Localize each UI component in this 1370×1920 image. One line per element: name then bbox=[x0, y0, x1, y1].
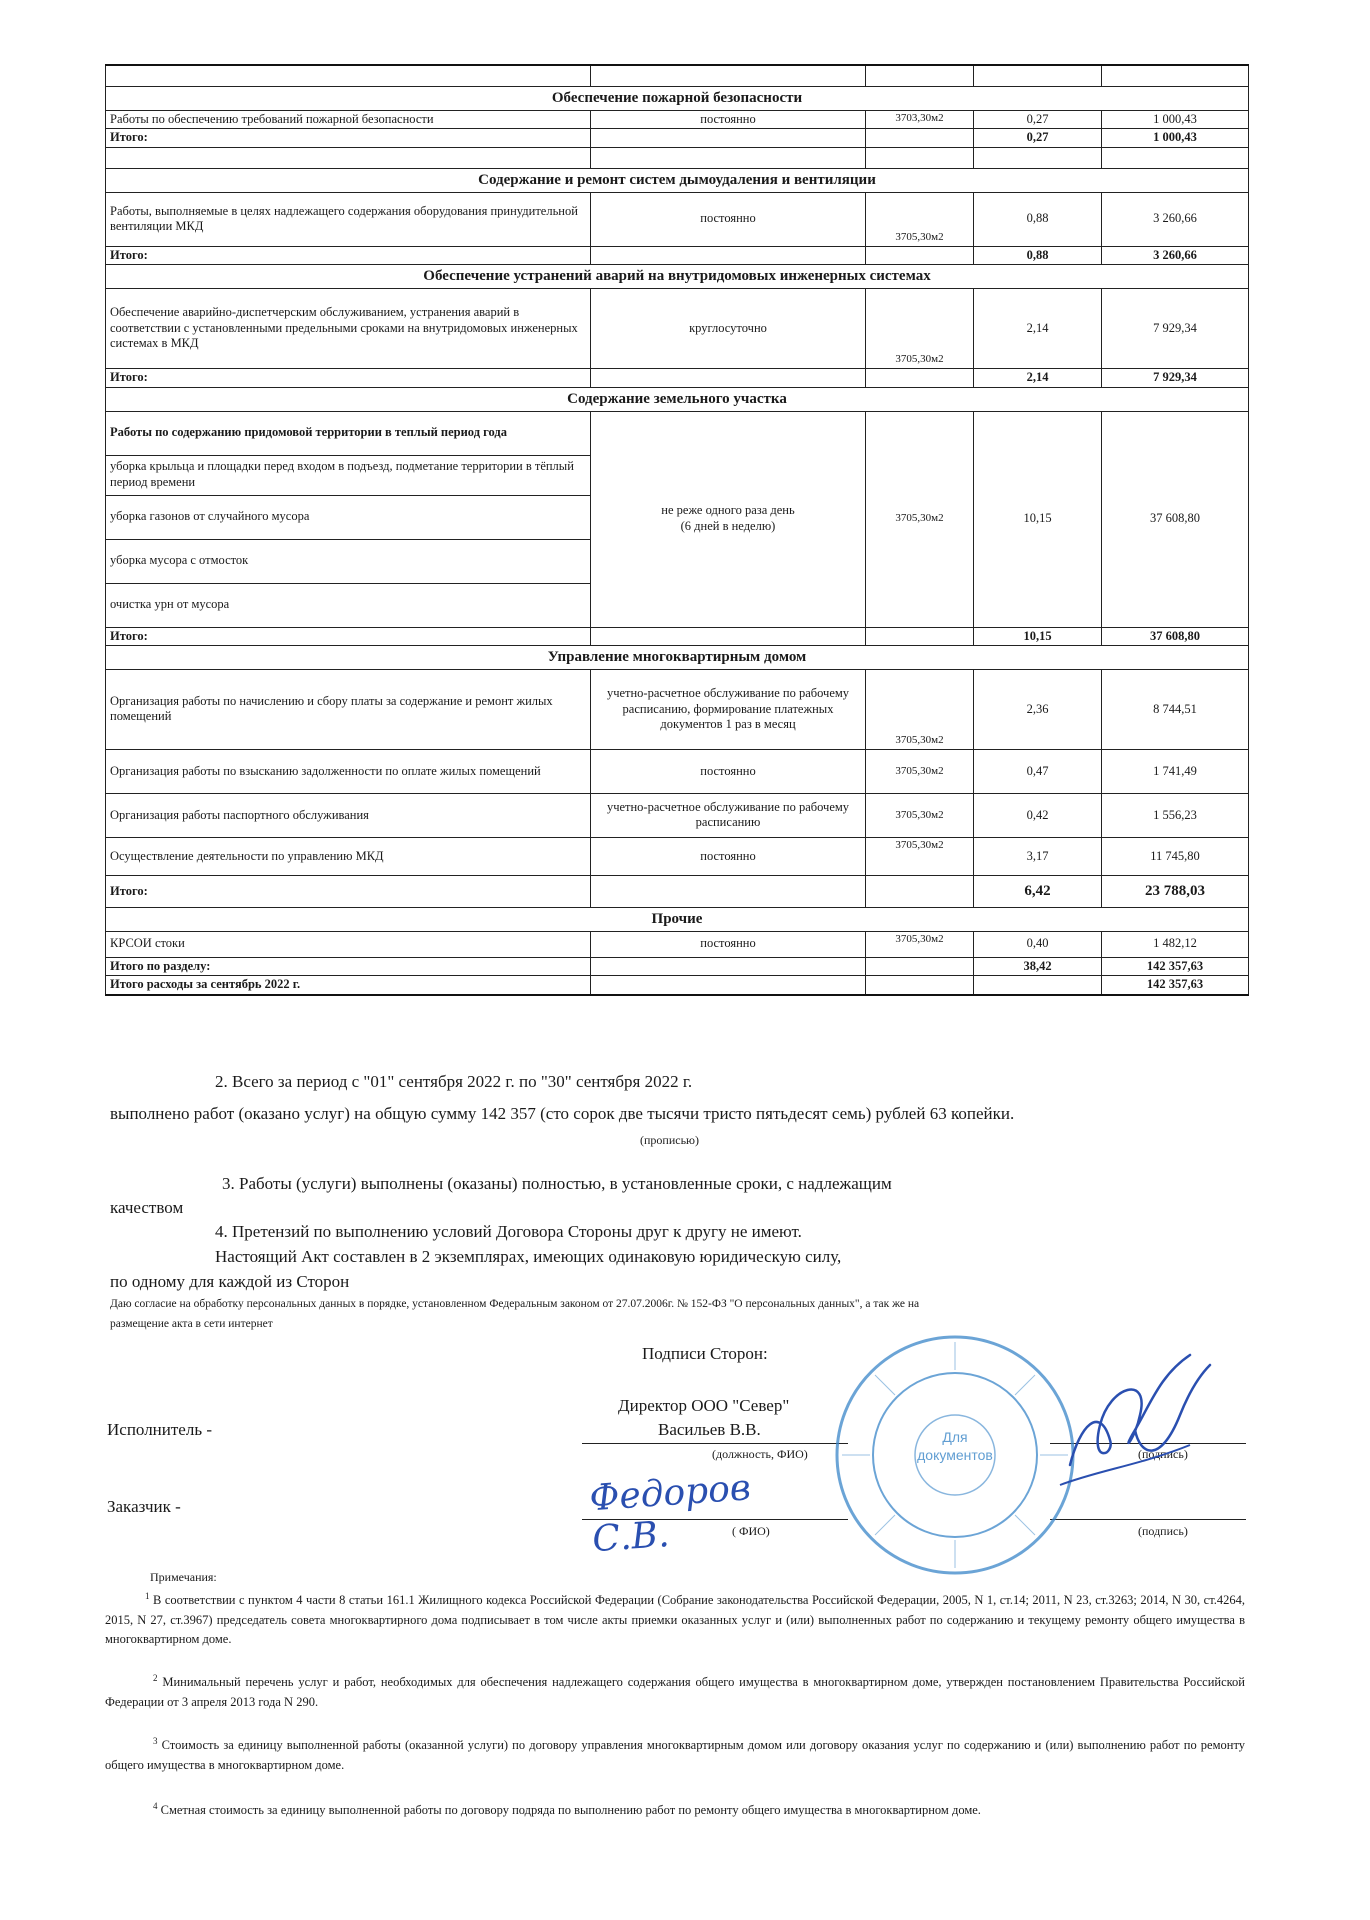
caption-fio: ( ФИО) bbox=[732, 1524, 770, 1538]
copies-line-1: Настоящий Акт составлен в 2 экземплярах, имеющих одинаковую юридическую силу, bbox=[215, 1247, 842, 1266]
copies-line-2: по одному для каждой из Сторон bbox=[110, 1272, 350, 1291]
total-row: Итого: 6,42 23 788,03 bbox=[106, 875, 1249, 907]
section-header: Управление многоквартирным домом bbox=[106, 646, 1249, 670]
total-row: Итого: 0,27 1 000,43 bbox=[106, 129, 1249, 148]
total-row: Итого: 2,14 7 929,34 bbox=[106, 369, 1249, 388]
note-4: $^4$ Сметная стоимость за единицу выполненной работы по договору подряда по выполнению работ по ремонту общего имущества в многоквартирном доме. bbox=[153, 1801, 981, 1818]
table-row: Осуществление деятельности по управлению МКД постоянно 3705,30м2 3,17 11 745,80 bbox=[106, 837, 1249, 875]
notes-heading: Примечания: bbox=[150, 1570, 217, 1584]
caption-position: (должность, ФИО) bbox=[712, 1447, 808, 1461]
table-row: Организация работы по начислению и сбору платы за содержание и ремонт жилых помещений учетно-расчетное обслуживание по рабочему расписанию, формирование платежных документов 1 раз в месяц 3705,30м2 2,36 8 744,51 bbox=[106, 669, 1249, 749]
section-header: Содержание земельного участка bbox=[106, 387, 1249, 411]
no-claims-line: 4. Претензий по выполнению условий Договора Стороны друг к другу не имеют. bbox=[215, 1222, 802, 1241]
customer-label: Заказчик - bbox=[107, 1497, 181, 1516]
executor-name-line bbox=[582, 1443, 848, 1444]
note-3: $^3$ Стоимость за единицу выполненной работы (оказанной услуги) по договору управления многоквартирным домом или договору оказания услуг по содержанию и (или) выполнению работ по ремонту общего имущества в многоквартирном доме. bbox=[105, 1736, 1246, 1772]
table-row: КРСОИ стоки постоянно 3705,30м2 0,40 1 482,12 bbox=[106, 931, 1249, 957]
table-row: уборка крыльца и площадки перед входом в подъезд, подметание территории в тёплый период времени bbox=[106, 455, 1249, 495]
table-row: Организация работы паспортного обслуживания учетно-расчетное обслуживание по рабочему расписанию 3705,30м2 0,42 1 556,23 bbox=[106, 793, 1249, 837]
executor-position: Директор ООО "Север" bbox=[618, 1396, 790, 1415]
total-row: Итого: 0,88 3 260,66 bbox=[106, 246, 1249, 265]
stamp-text-1: Для bbox=[942, 1429, 968, 1445]
total-row: Итого: 10,15 37 608,80 bbox=[106, 627, 1249, 646]
table-row: Работы по содержанию придомовой территории в теплый период года не реже одного раза день (6 дней в неделю) 3705,30м2 10,15 37 608,80 bbox=[106, 411, 1249, 455]
quality-line-1: 3. Работы (услуги) выполнены (оказаны) полностью, в установленные сроки, с надлежащим bbox=[222, 1174, 892, 1193]
table-row: Организация работы по взысканию задолженности по оплате жилых помещений постоянно 3705,30м2 0,47 1 741,49 bbox=[106, 749, 1249, 793]
table-row: очистка урн от мусора bbox=[106, 583, 1249, 627]
table-row bbox=[106, 65, 1249, 87]
table-row: Работы по обеспечению требований пожарной безопасности постоянно 3703,30м2 0,27 1 000,43 bbox=[106, 110, 1249, 129]
total-period-line: 2. Всего за период с "01" сентября 2022 г. по "30" сентября 2022 г. bbox=[215, 1072, 693, 1091]
table-row: уборка газонов от случайного мусора bbox=[106, 495, 1249, 539]
table-row bbox=[106, 148, 1249, 169]
note-2: $^2$ Минимальный перечень услуг и работ, необходимых для обеспечения надлежащего содержания общего имущества в многоквартирном доме, утвержден постановлением Правительства Российской Федерации от 3 апреля 2013 года N 290. bbox=[105, 1673, 1245, 1709]
caption-signature: (подпись) bbox=[1138, 1447, 1188, 1461]
executor-label: Исполнитель - bbox=[107, 1420, 212, 1439]
table-row: Работы, выполняемые в целях надлежащего содержания оборудования принудительной вентиляции МКД постоянно 3705,30м2 0,88 3 260,66 bbox=[106, 192, 1249, 246]
section-header: Обеспечение устранений аварий на внутридомовых инженерных системах bbox=[106, 265, 1249, 289]
section-header: Обеспечение пожарной безопасности bbox=[106, 87, 1249, 111]
section-header: Содержание и ремонт систем дымоудаления и вентиляции bbox=[106, 169, 1249, 193]
table-row: уборка мусора с отмосток bbox=[106, 539, 1249, 583]
consent-line-1: Даю согласие на обработку персональных данных в порядке, установленном Федеральным законом от 27.07.2006г. № 152-ФЗ "О персональных данных", а так же на bbox=[110, 1298, 920, 1310]
stamp-text-2: документов bbox=[917, 1447, 993, 1463]
executor-name: Васильев В.В. bbox=[658, 1420, 761, 1439]
consent-line-2: размещение акта в сети интернет bbox=[110, 1318, 273, 1330]
customer-handwritten-name: Федоров С.В. bbox=[588, 1467, 753, 1561]
section-header: Прочие bbox=[106, 907, 1249, 931]
table-row: Обеспечение аварийно-диспетчерским обслуживанием, устранения аварий в соответствии с установленными предельными сроками на внутридомовых инженерных системах в МКД круглосуточно 3705,30м2 2,14 7 929,34 bbox=[106, 289, 1249, 369]
grand-total-row: Итого расходы за сентябрь 2022 г. 142 357,63 bbox=[106, 976, 1249, 995]
land-period-cell: не реже одного раза день (6 дней в неделю) bbox=[591, 411, 866, 627]
note-1: $^1$ В соответствии с пунктом 4 части 8 статьи 161.1 Жилищного кодекса Российской Федерации (Собрание законодательства Российской Федерации, 2005, N 1, ст.14; 2011, N 23, ст.3263; 2014, N 30, ст.4264, 2015, N 27, ст.3967) председатель совета многоквартирного дома подписывает в том числе акты приемки оказанных услуг и (или) выполненных работ по содержанию и текущему ремонту общего имущества в многоквартирном доме. bbox=[105, 1591, 1246, 1646]
works-table bbox=[105, 64, 1249, 996]
executor-signature-icon bbox=[1040, 1345, 1220, 1495]
caption-customer-signature: (подпись) bbox=[1138, 1524, 1188, 1538]
caption-in-words: (прописью) bbox=[640, 1133, 700, 1147]
signatures-heading: Подписи Сторон: bbox=[642, 1344, 768, 1363]
total-row: Итого по разделу: 38,42 142 357,63 bbox=[106, 957, 1249, 976]
total-amount-line: выполнено работ (оказано услуг) на общую сумму 142 357 (сто сорок две тысячи тристо пятьдесят семь) рублей 63 копейки. bbox=[110, 1104, 1015, 1123]
quality-line-2: качеством bbox=[110, 1198, 184, 1217]
